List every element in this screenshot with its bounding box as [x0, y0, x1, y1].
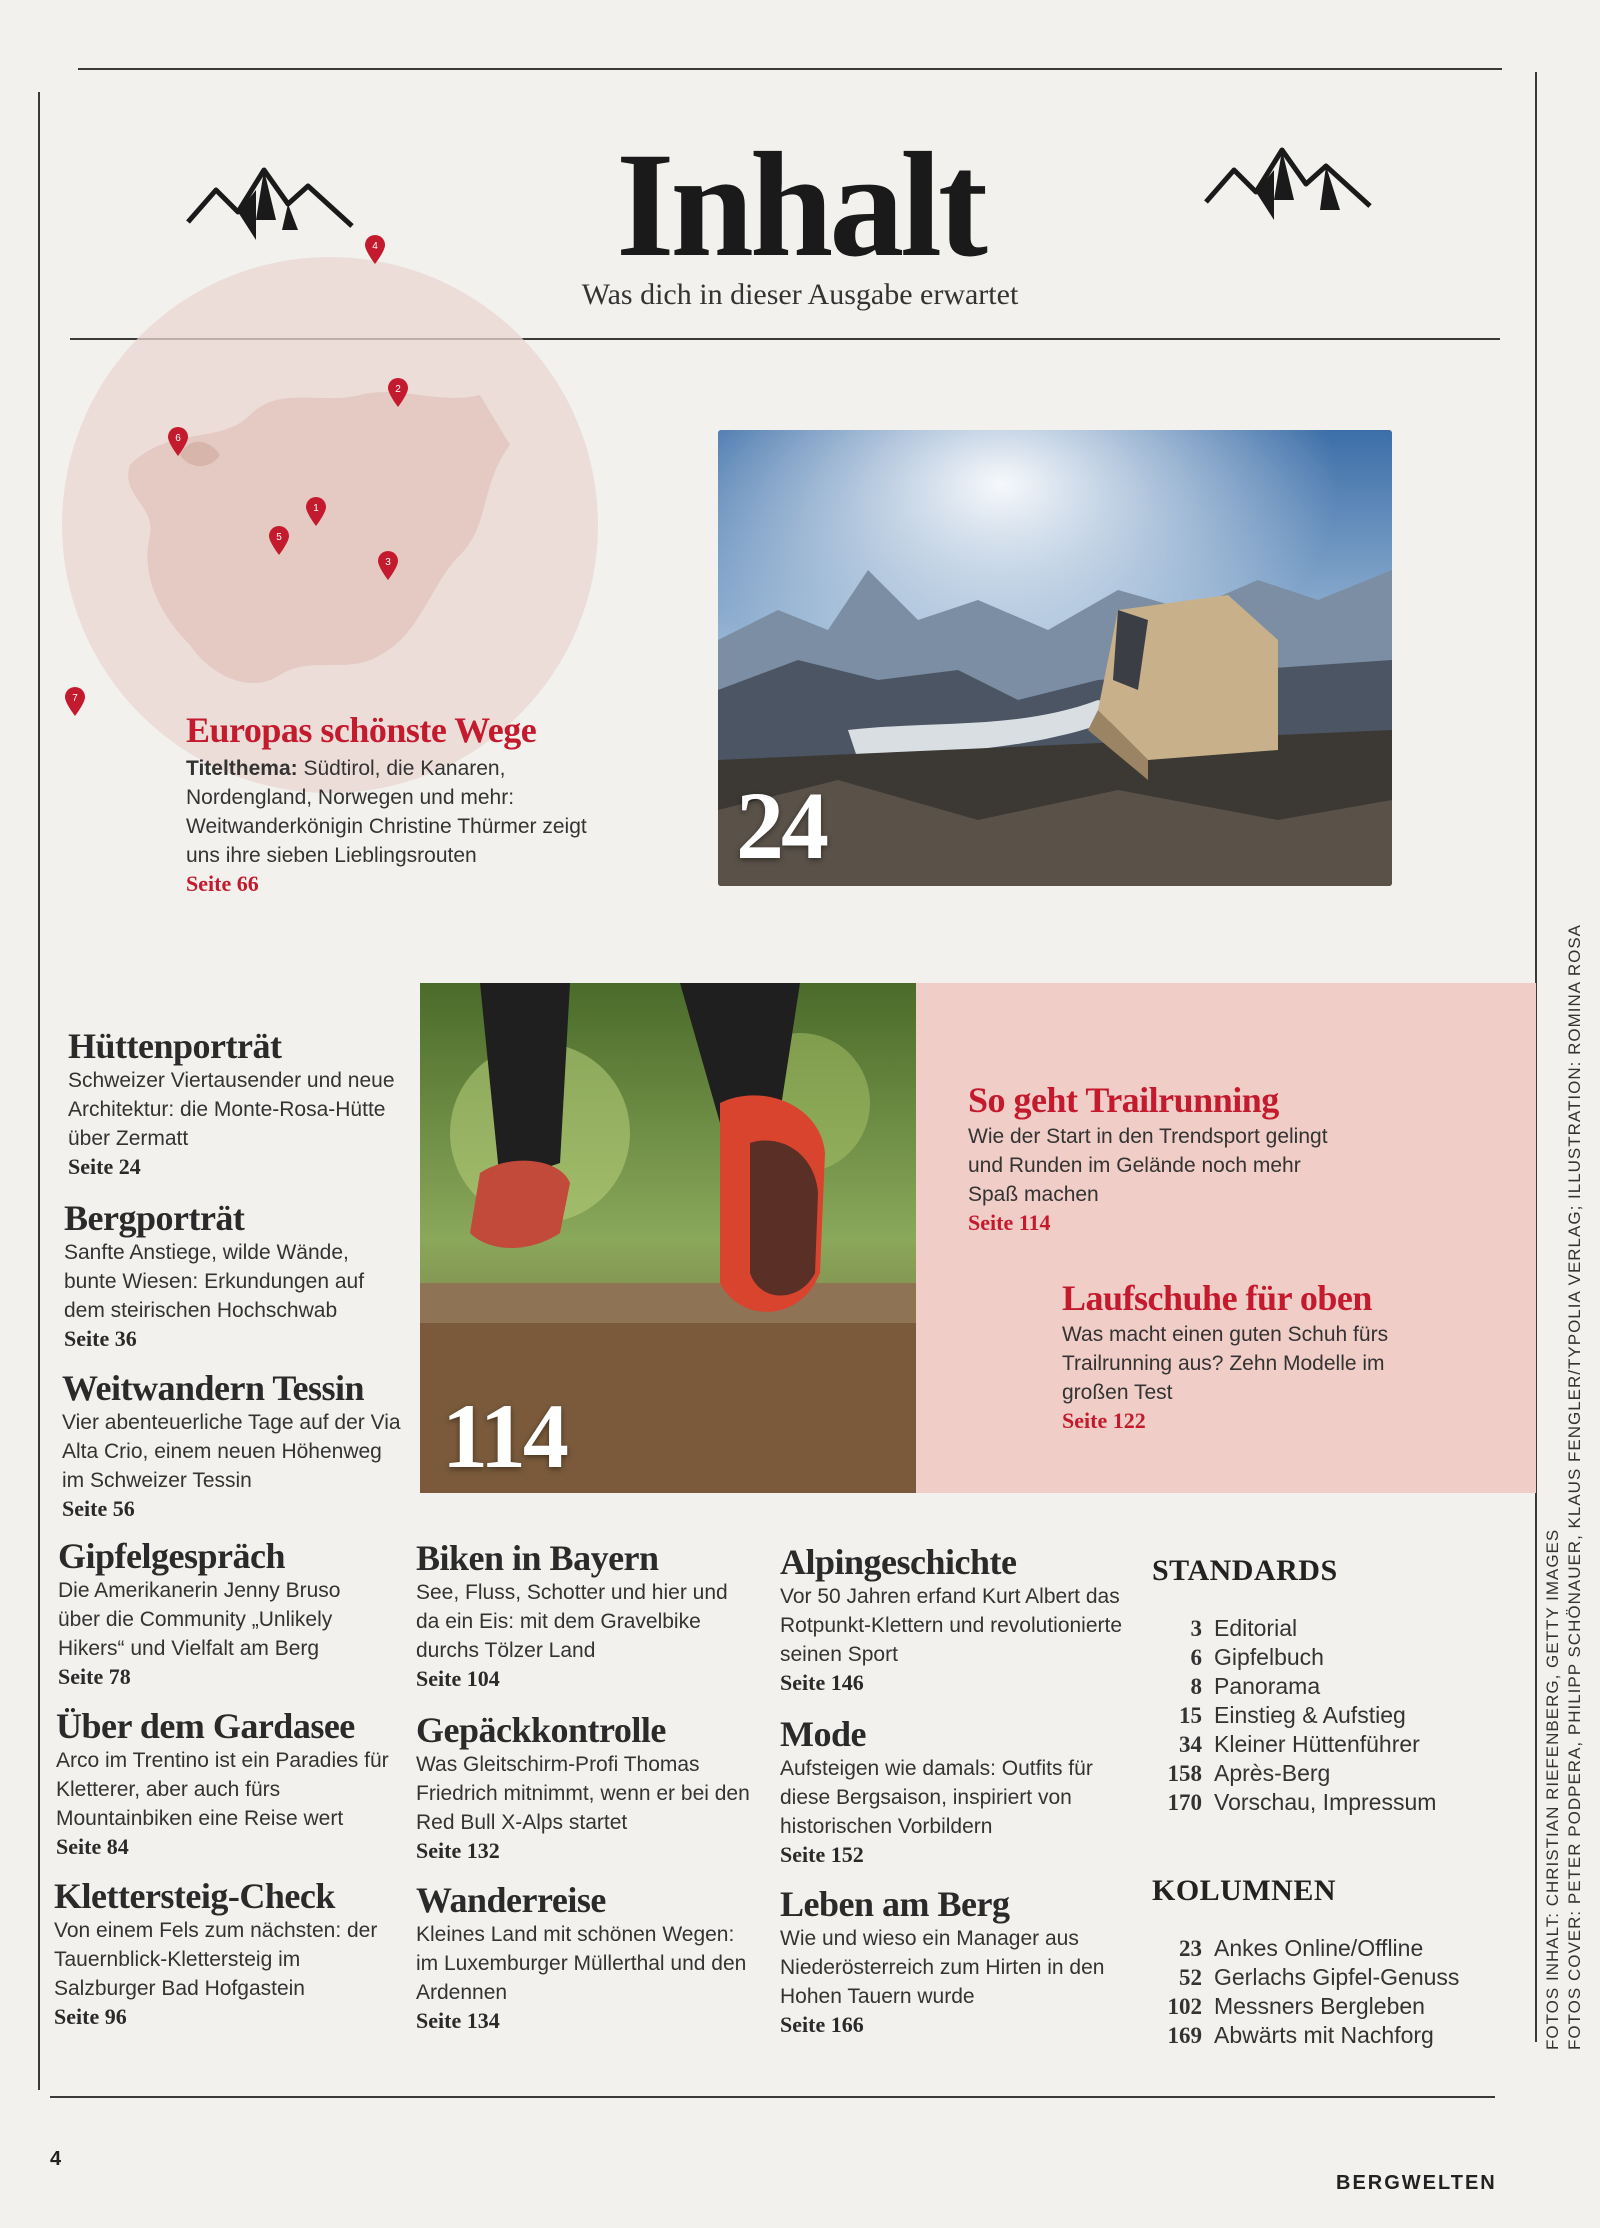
- map-pin-label: 4: [372, 241, 378, 252]
- pink-item-page: Seite 122: [1062, 1407, 1146, 1433]
- toc-item-body: Was Gleitschirm-Profi Thomas Friedrich mitnimmt, wenn er bei den Red Bull X-Alps startet: [416, 1752, 750, 1834]
- standards-page-number: 158: [1167, 1761, 1202, 1786]
- toc-item-body: Von einem Fels zum nächsten: der Tauernblick-Klettersteig im Salzburger Bad Hofgastein: [54, 1918, 378, 2000]
- kolumnen-row[interactable]: [1132, 2021, 1434, 2050]
- toc-item-title: Bergporträt: [64, 1198, 245, 1238]
- standards-row[interactable]: [1132, 1672, 1320, 1701]
- standards-label: Gipfelbuch: [1214, 1644, 1324, 1670]
- kolumnen-page-number: 52: [1179, 1965, 1202, 1990]
- map-pin-icon: [364, 235, 386, 265]
- photo-credits-line-1: FOTOS INHALT: CHRISTIAN RIEFENBERG, GETTY IMAGES: [1543, 1528, 1562, 2050]
- toc-item-body: Arco im Trentino ist ein Paradies für Kletterer, aber auch fürs Mountainbiken eine Reise wert: [56, 1748, 389, 1830]
- toc-item-body: Vier abenteuerliche Tage auf der Via Alta Crio, einem neuen Höhenweg im Schweizer Tessin: [62, 1410, 401, 1492]
- standards-page-number: 8: [1190, 1674, 1202, 1699]
- standards-page-number: 34: [1179, 1732, 1202, 1757]
- bottom-rule: [50, 2096, 1495, 2098]
- top-rule: [78, 68, 1502, 70]
- kolumnen-page-number: 23: [1179, 1936, 1202, 1961]
- kolumnen-row[interactable]: [1132, 1963, 1459, 1992]
- kolumnen-label: Abwärts mit Nachforg: [1214, 2022, 1434, 2048]
- kolumnen-row[interactable]: [1132, 1934, 1423, 1963]
- map-pin-label: 6: [175, 433, 181, 444]
- toc-item-huettenportraet[interactable]: [68, 1028, 398, 1181]
- toc-item-page: Seite 36: [64, 1325, 137, 1351]
- toc-item-body: Die Amerikanerin Jenny Bruso über die Community „Unlikely Hikers“ und Vielfalt am Berg: [58, 1578, 341, 1660]
- standards-label: Einstieg & Aufstieg: [1214, 1702, 1406, 1728]
- kolumnen-heading: KOLUMNEN: [1152, 1874, 1336, 1907]
- toc-item-gepaeckkontrolle[interactable]: [416, 1712, 756, 1865]
- kolumnen-label: Gerlachs Gipfel-Genuss: [1214, 1964, 1460, 1990]
- toc-item-body: Sanfte Anstiege, wilde Wände, bunte Wiesen: Erkundungen auf dem steirischen Hochschwab: [64, 1240, 365, 1322]
- standards-row[interactable]: [1132, 1614, 1297, 1643]
- toc-item-page: Seite 132: [416, 1837, 500, 1863]
- feature-title: Europas schönste Wege: [186, 710, 537, 750]
- hut-photo-page-number: 24: [736, 772, 826, 879]
- standards-label: Kleiner Hüttenführer: [1214, 1731, 1420, 1757]
- pink-item-0[interactable]: [968, 1082, 1348, 1237]
- toc-item-title: Alpingeschichte: [780, 1542, 1017, 1582]
- toc-item-page: Seite 56: [62, 1495, 135, 1521]
- pink-item-1[interactable]: [1062, 1280, 1442, 1435]
- toc-item-body: See, Fluss, Schotter und hier und da ein Eis: mit dem Gravelbike durchs Tölzer Land: [416, 1580, 728, 1662]
- map-pin-label: 5: [276, 532, 282, 543]
- page-number: 4: [50, 2148, 62, 2170]
- map-pin-icon: [268, 526, 290, 556]
- magazine-brand: BERGWELTEN: [1336, 2172, 1497, 2194]
- map-pin-label: 2: [395, 384, 401, 395]
- toc-item-title: Weitwandern Tessin: [62, 1368, 365, 1408]
- toc-item-body: Wie und wieso ein Manager aus Niederösterreich zum Hirten in den Hohen Tauern wurde: [780, 1926, 1105, 2008]
- standards-heading: STANDARDS: [1152, 1554, 1338, 1587]
- feature-page: Seite 66: [186, 870, 259, 896]
- toc-item-leben-am-berg[interactable]: [780, 1886, 1130, 2039]
- hut-photo[interactable]: [718, 430, 1392, 886]
- toc-item-title: Mode: [780, 1714, 866, 1754]
- toc-item-wanderreise[interactable]: [416, 1882, 756, 2035]
- toc-item-title: Hüttenporträt: [68, 1026, 282, 1066]
- toc-item-biken-in-bayern[interactable]: [416, 1540, 756, 1693]
- standards-page-number: 6: [1190, 1645, 1202, 1670]
- toc-item-title: Klettersteig-Check: [54, 1876, 335, 1916]
- pink-item-body: Wie der Start in den Trendsport gelingt und Runden im Gelände noch mehr Spaß machen: [968, 1124, 1328, 1206]
- pink-item-title: Laufschuhe für oben: [1062, 1278, 1372, 1318]
- left-frame-line: [38, 92, 40, 2090]
- map-pin-icon: [377, 551, 399, 581]
- toc-item-page: Seite 104: [416, 1665, 500, 1691]
- toc-item-page: Seite 78: [58, 1663, 131, 1689]
- pink-item-page: Seite 114: [968, 1209, 1051, 1235]
- standards-page-number: 15: [1179, 1703, 1202, 1728]
- page-title: Inhalt: [616, 122, 984, 288]
- toc-item-ueber-dem-gardasee[interactable]: [56, 1708, 396, 1861]
- toc-item-page: Seite 152: [780, 1841, 864, 1867]
- kolumnen-label: Ankes Online/Offline: [1214, 1935, 1424, 1961]
- standards-row[interactable]: [1132, 1643, 1324, 1672]
- toc-item-title: Leben am Berg: [780, 1884, 1010, 1924]
- map-pin-icon: [64, 687, 86, 717]
- standards-label: Panorama: [1214, 1673, 1321, 1699]
- toc-item-body: Vor 50 Jahren erfand Kurt Albert das Rotpunkt-Klettern und revolutionierte seinen Sport: [780, 1584, 1123, 1666]
- feature-text: Südtirol, die Kanaren, Nordengland, Norwegen und mehr: Weitwanderkönigin Christine Thürmer zeigt uns ihre sieben Lieblingsrouten: [186, 756, 587, 867]
- feature-lead: Titelthema:: [186, 756, 298, 780]
- pink-item-title: So geht Trailrunning: [968, 1080, 1279, 1120]
- page-subtitle: Was dich in dieser Ausgabe erwartet: [581, 278, 1019, 311]
- standards-page-number: 170: [1167, 1790, 1202, 1815]
- toc-item-title: Biken in Bayern: [416, 1538, 659, 1578]
- trailrunning-photo[interactable]: [420, 983, 916, 1493]
- toc-item-weitwandern-tessin[interactable]: [62, 1370, 402, 1523]
- standards-row[interactable]: [1132, 1788, 1436, 1817]
- standards-page-number: 3: [1190, 1616, 1202, 1641]
- toc-item-klettersteig-check[interactable]: [54, 1878, 394, 2031]
- toc-item-gipfelgespraech[interactable]: [58, 1538, 388, 1691]
- standards-label: Après-Berg: [1214, 1760, 1331, 1786]
- toc-item-body: Aufsteigen wie damals: Outfits für diese Bergsaison, inspiriert von historischen Vorbildern: [780, 1756, 1093, 1838]
- kolumnen-label: Messners Bergleben: [1214, 1993, 1425, 2019]
- toc-item-alpingeschichte[interactable]: [780, 1544, 1130, 1697]
- kolumnen-row[interactable]: [1132, 1992, 1425, 2021]
- map-pin-label: 3: [385, 557, 391, 568]
- toc-item-page: Seite 24: [68, 1153, 141, 1179]
- toc-item-page: Seite 84: [56, 1833, 129, 1859]
- toc-item-page: Seite 146: [780, 1669, 864, 1695]
- map-pin-label: 7: [72, 693, 78, 704]
- toc-item-title: Gipfelgespräch: [58, 1536, 285, 1576]
- kolumnen-page-number: 169: [1167, 2023, 1202, 2048]
- map-pin-label: 1: [313, 503, 319, 514]
- toc-item-title: Wanderreise: [416, 1880, 606, 1920]
- toc-item-bergportraet[interactable]: [64, 1200, 394, 1353]
- trailrunning-photo-page-number: 114: [442, 1385, 566, 1487]
- standards-row[interactable]: [1132, 1701, 1406, 1730]
- kolumnen-page-number: 102: [1167, 1994, 1202, 2019]
- toc-item-body: Schweizer Viertausender und neue Architektur: die Monte-Rosa-Hütte über Zermatt: [68, 1068, 395, 1150]
- photo-credits-line-2: FOTOS COVER: PETER PODPERA, PHILIPP SCHÖNAUER, KLAUS FENGLER/TYPOLIA VERLAG; ILLUSTRATION: ROMINA ROSA: [1565, 923, 1584, 2050]
- toc-item-title: Über dem Gardasee: [56, 1706, 355, 1746]
- photo-credits: [1542, 850, 1586, 2050]
- standards-label: Editorial: [1214, 1615, 1298, 1641]
- toc-item-body: Kleines Land mit schönen Wegen: im Luxemburger Müllerthal und den Ardennen: [416, 1922, 747, 2004]
- map-pin-icon: [305, 497, 327, 527]
- pink-item-body: Was macht einen guten Schuh fürs Trailrunning aus? Zehn Modelle im großen Test: [1062, 1322, 1389, 1404]
- toc-item-mode[interactable]: [780, 1716, 1130, 1869]
- toc-item-page: Seite 96: [54, 2003, 127, 2029]
- standards-row[interactable]: [1132, 1759, 1330, 1788]
- feature-body: [186, 754, 606, 870]
- map-pin-icon: [387, 378, 409, 408]
- toc-item-page: Seite 134: [416, 2007, 500, 2033]
- map-pin-icon: [167, 427, 189, 457]
- toc-item-title: Gepäckkontrolle: [416, 1710, 666, 1750]
- feature-europas-wege[interactable]: [186, 712, 606, 898]
- toc-item-page: Seite 166: [780, 2011, 864, 2037]
- standards-label: Vorschau, Impressum: [1214, 1789, 1437, 1815]
- standards-row[interactable]: [1132, 1730, 1420, 1759]
